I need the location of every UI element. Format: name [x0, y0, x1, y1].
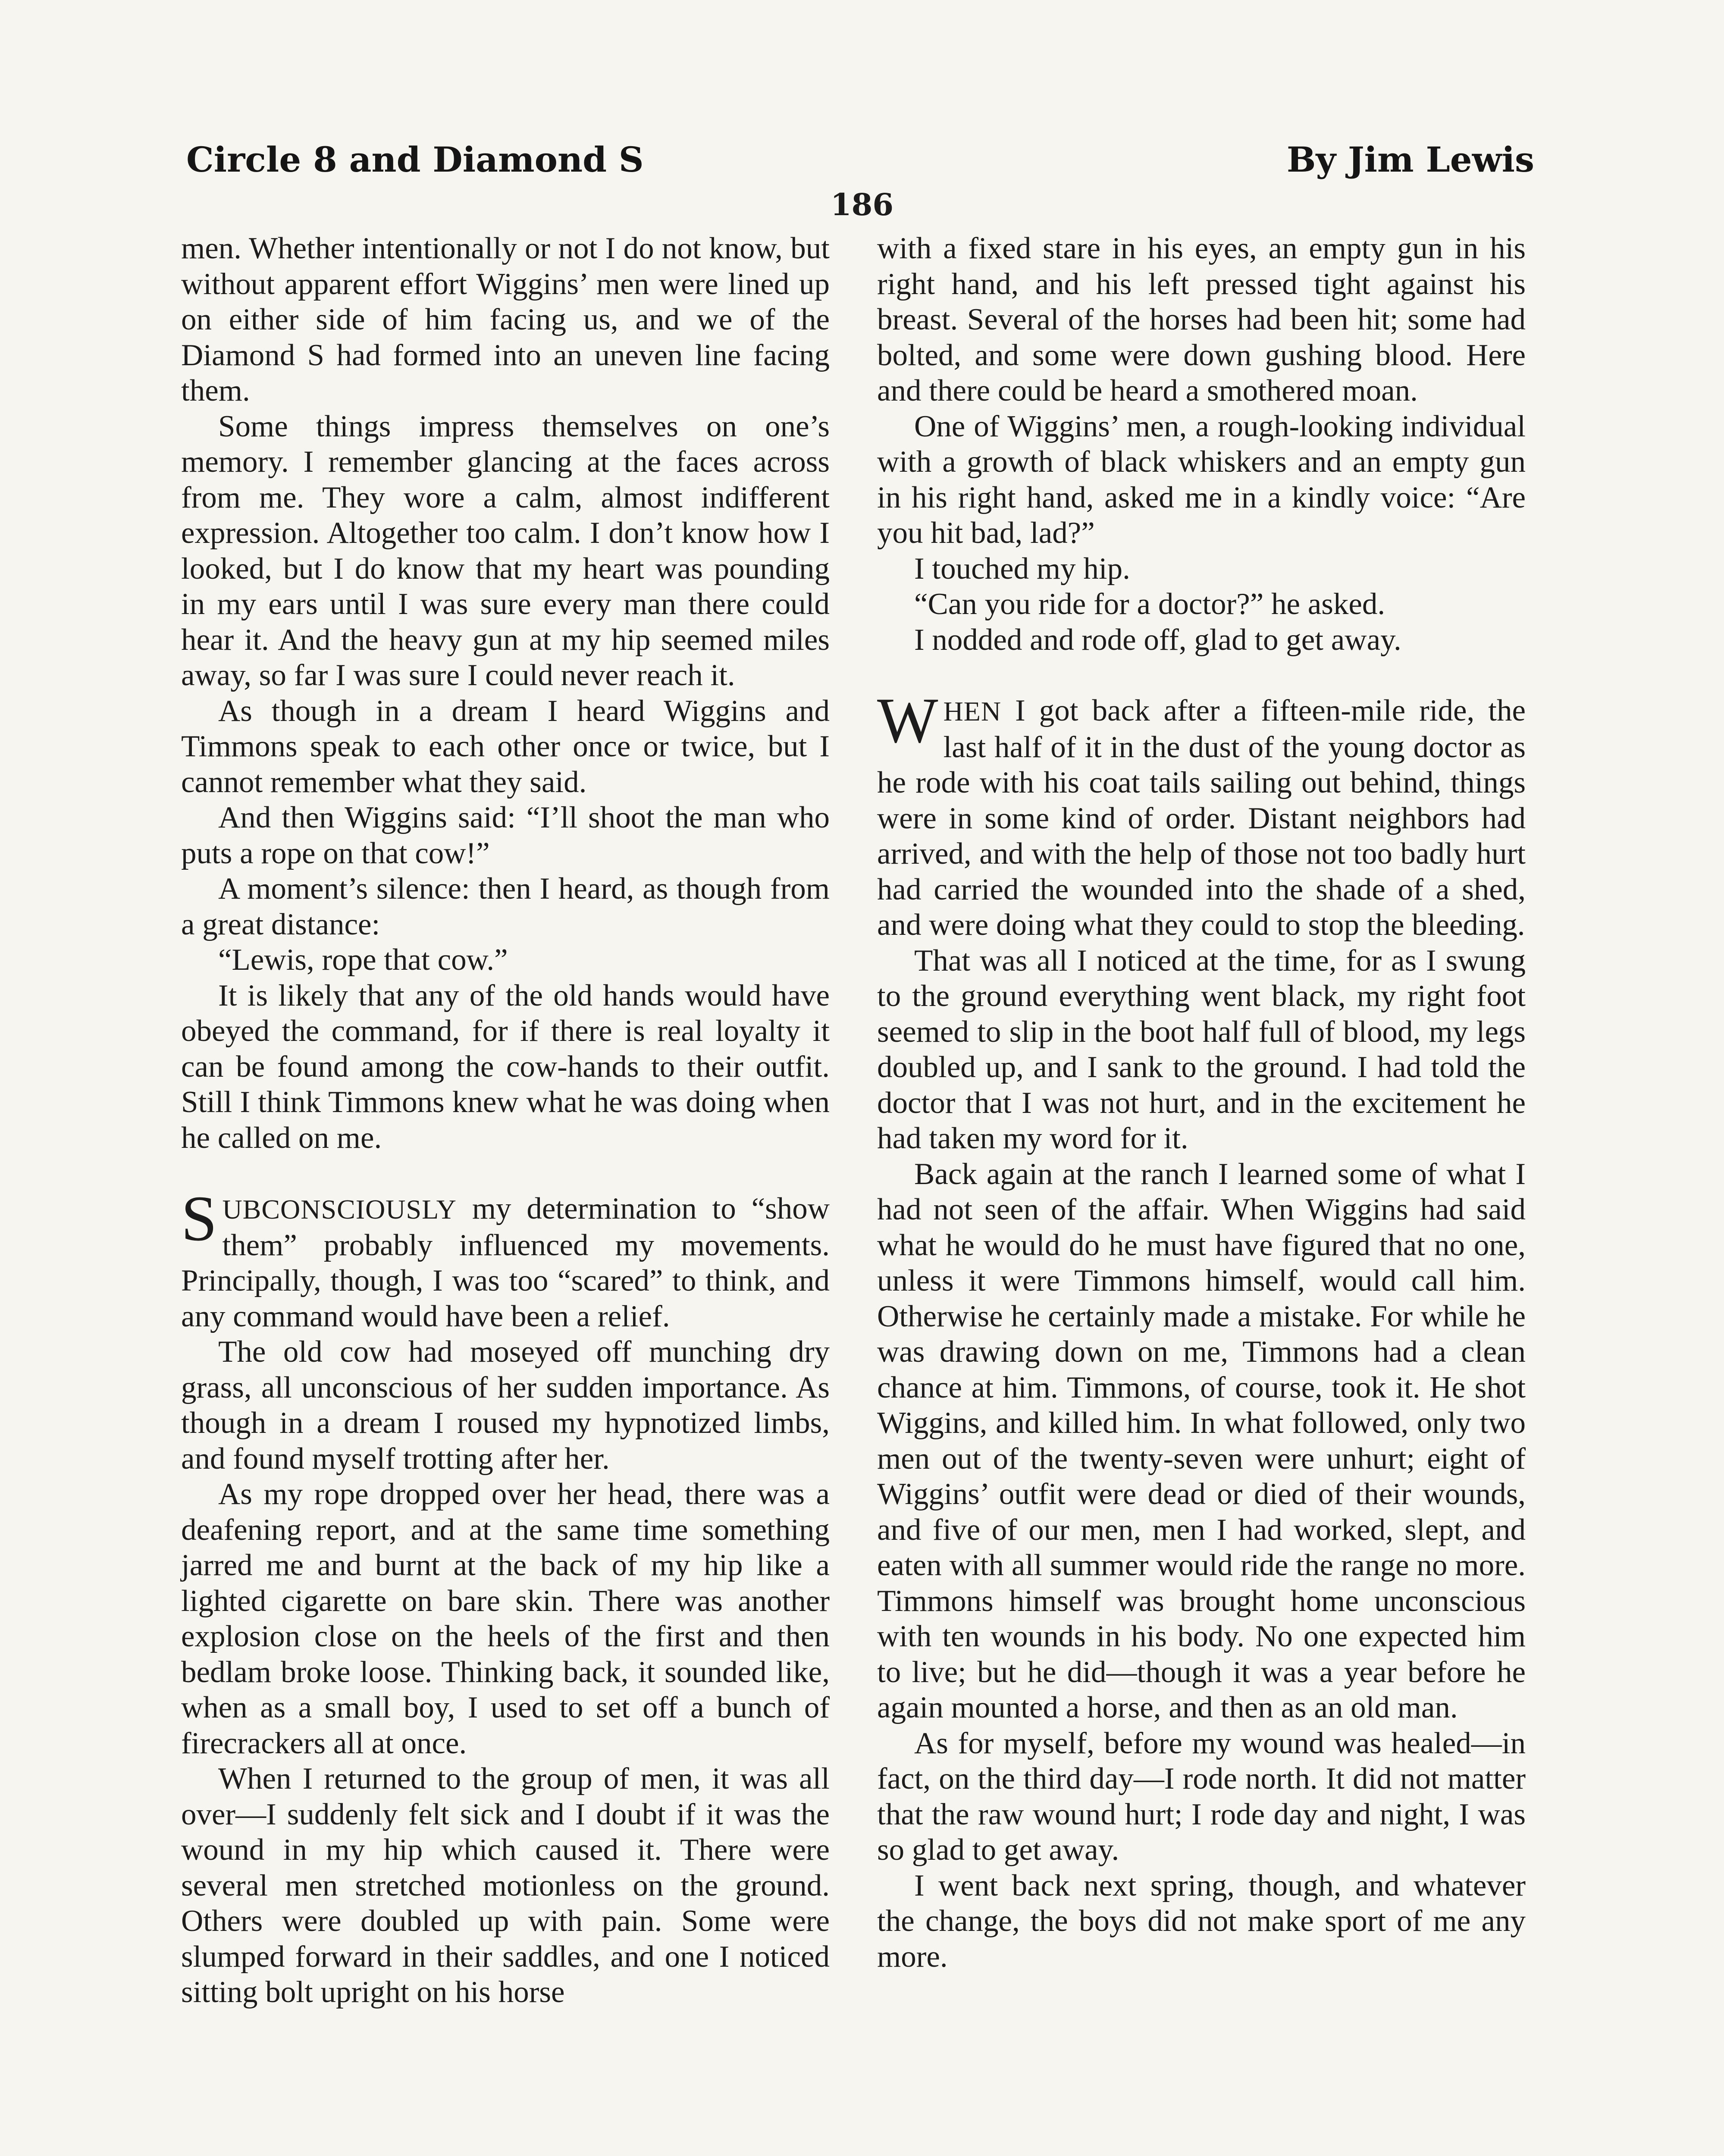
paragraph: As my rope dropped over her head, there was a deafening report, and at the same time something jarred me and burnt at the back of my hip like a lighted cigarette on bare skin. There was another explosion close on the heels of the first and then bedlam broke loose. Thinking back, it sounded like, when as a small boy, I used to set off a bunch of firecrackers all at once. [181, 1477, 830, 1760]
paragraph: men. Whether intentionally or not I do not know, but without apparent effort Wiggins’ men were lined up on either side of him facing us, and we of the Diamond S had formed into an uneven line facing them. [181, 232, 830, 407]
paragraph: Back again at the ranch I learned some of what I had not seen of the affair. When Wiggins had said what he would do he must have figured that no one, unless it were Timmons himself, would call him. Otherwise he certainly made a mistake. For while he was drawing down on me, Timmons had a clean chance at him. Timmons, of course, took it. He shot Wiggins, and killed him. In what followed, only two men out of the twenty-seven were unhurt; eight of Wiggins’ outfit were dead or died of their wounds, and five of our men, men I had worked, slept, and eaten with all summer would ride the range no more. Timmons himself was brought home unconscious with ten wounds in his body. No one expected him to live; but he did—though it was a year before he again mounted a horse, and then as an old man. [877, 1157, 1526, 1724]
paragraph: As for myself, before my wound was healed—in fact, on the third day—I rode north. It did not matter that the raw wound hurt; I rode day and night, I was so glad to get away. [877, 1726, 1526, 1867]
story-title: Circle 8 and Diamond S [186, 139, 644, 180]
section-opening-paragraph [181, 1183, 830, 1334]
drop-cap: S [181, 1183, 217, 1254]
paragraph: I went back next spring, though, and whatever the change, the boys did not make sport of me any more. [877, 1868, 1526, 1974]
lead-in-word: HEN [943, 696, 1002, 727]
paragraph: As though in a dream I heard Wiggins and Timmons speak to each other once or twice, but I cannot remember what they said. [181, 694, 830, 799]
paragraph: That was all I noticed at the time, for as I swung to the ground everything went black, my right foot seemed to slip in the boot half full of blood, my legs doubled up, and I sank to the ground. I had told the doctor that I was not hurt, and in the excitement he had taken my word for it. [877, 943, 1526, 1155]
page-number: 186 [830, 187, 894, 222]
paragraph: And then Wiggins said: “I’ll shoot the man who puts a rope on that cow!” [181, 801, 830, 870]
right-column [877, 231, 1526, 1974]
paragraph: “Lewis, rope that cow.” [218, 943, 508, 977]
drop-cap: W [877, 685, 938, 756]
paragraph: When I returned to the group of men, it was all over—I suddenly felt sick and I doubt if it was the wound in my hip which caused it. There were several men stretched motionless on the ground. Others were doubled up with pain. Some were slumped forward in their saddles, and one I noticed sitting bolt upright on his horse [181, 1762, 830, 2009]
left-column [181, 231, 830, 2010]
paragraph: “Can you ride for a doctor?” he asked. [914, 587, 1385, 621]
paragraph: Some things impress themselves on one’s memory. I remember glancing at the faces across from me. They wore a calm, almost indifferent expression. Altogether too calm. I don’t know how I looked, but I do know that my heart was pounding in my ears until I was sure every man there could hear it. And the heavy gun at my hip seemed miles away, so far I was sure I could never reach it. [181, 409, 830, 692]
paragraph: One of Wiggins’ men, a rough-looking individual with a growth of black whiskers and an empty gun in his right hand, asked me in a kindly voice: “Are you hit bad, lad?” [877, 409, 1526, 550]
paragraph: I touched my hip. [914, 552, 1130, 586]
author-byline: By Jim Lewis [1286, 139, 1534, 180]
lead-in-word: UBCONSCIOUSLY [222, 1194, 457, 1225]
paragraph: A moment’s silence: then I heard, as though from a great distance: [181, 872, 830, 941]
paragraph-text: my determination to “show them” probably influenced my movements. Principally, though, I was too “scared” to think, and any command would have been a relief. [181, 1192, 830, 1333]
paragraph-text: I got back after a fifteen-mile ride, the last half of it in the dust of the young doctor as he rode with his coat tails sailing out behind, things were in some kind of order. Distant neighbors had arrived, and with the help of those not too badly hurt had carried the wounded into the shade of a shed, and were doing what they could to stop the bleeding. [877, 694, 1526, 942]
paragraph: It is likely that any of the old hands would have obeyed the command, for if there is real loyalty it can be found among the cow-hands to their outfit. Still I think Timmons knew what he was doing when he called on me. [181, 978, 830, 1155]
section-opening-paragraph [877, 685, 1526, 943]
paragraph: The old cow had moseyed off munching dry grass, all unconscious of her sudden importance. As though in a dream I roused my hypnotized limbs, and found myself trotting after her. [181, 1335, 830, 1476]
paragraph: I nodded and rode off, glad to get away. [914, 623, 1401, 657]
paragraph: with a fixed stare in his eyes, an empty gun in his right hand, and his left pressed tight against his breast. Several of the horses had been hit; some had bolted, and some were down gushing blood. Here and there could be heard a smothered moan. [877, 232, 1526, 407]
